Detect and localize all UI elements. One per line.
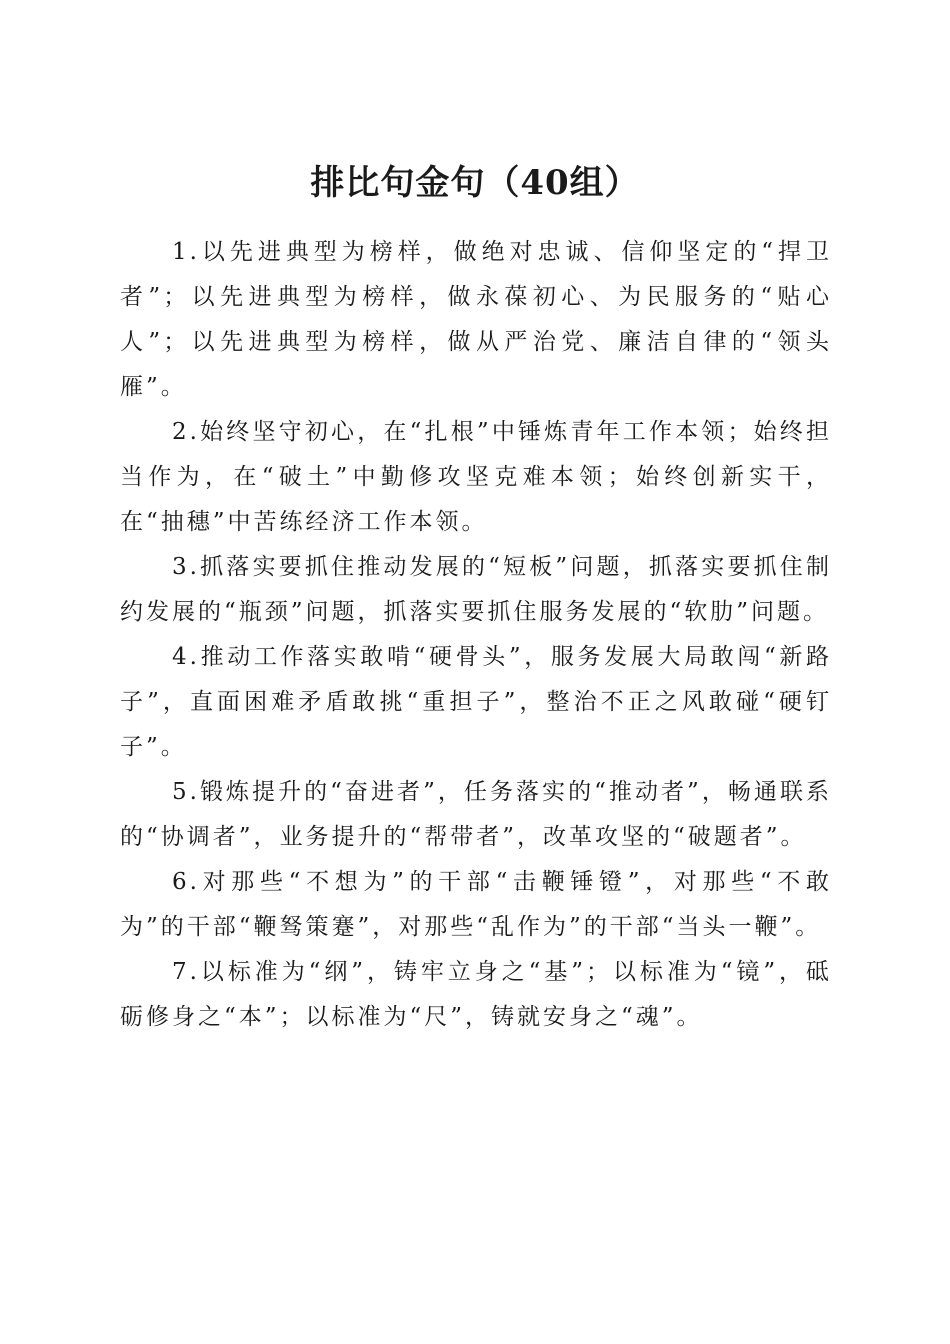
paragraph-5: 5.锻炼提升的“奋进者”，任务落实的“推动者”，畅通联系的“协调者”，业务提升的“帮带者”，改革攻坚的“破题者”。 (120, 779, 832, 850)
paragraph-3: 3.抓落实要抓住推动发展的“短板”问题，抓落实要抓住制约发展的“瓶颈”问题，抓落实要抓住服务发展的“软肋”问题。 (120, 554, 832, 625)
document-body (120, 230, 832, 1040)
paragraph-6: 6.对那些“不想为”的干部“击鞭锤镫”，对那些“不敢为”的干部“鞭驽策蹇”，对那些“乱作为”的干部“当头一鞭”。 (120, 869, 832, 940)
paragraph-2: 2.始终坚守初心，在“扎根”中锤炼青年工作本领；始终担当作为，在“破土”中勤修攻坚克难本领；始终创新实干，在“抽穗”中苦练经济工作本领。 (120, 419, 832, 535)
paragraph-1: 1.以先进典型为榜样，做绝对忠诚、信仰坚定的“捍卫者”；以先进典型为榜样，做永葆初心、为民服务的“贴心人”；以先进典型为榜样，做从严治党、廉洁自律的“领头雁”。 (120, 239, 832, 400)
paragraph-7: 7.以标准为“纲”，铸牢立身之“基”；以标准为“镜”，砥砺修身之“本”；以标准为“尺”，铸就安身之“魂”。 (120, 959, 832, 1030)
paragraph-4: 4.推动工作落实敢啃“硬骨头”，服务发展大局敢闯“新路子”，直面困难矛盾敢挑“重担子”，整治不正之风敢碰“硬钉子”。 (120, 644, 832, 760)
document-title: 排比句金句（40组） (310, 162, 640, 203)
